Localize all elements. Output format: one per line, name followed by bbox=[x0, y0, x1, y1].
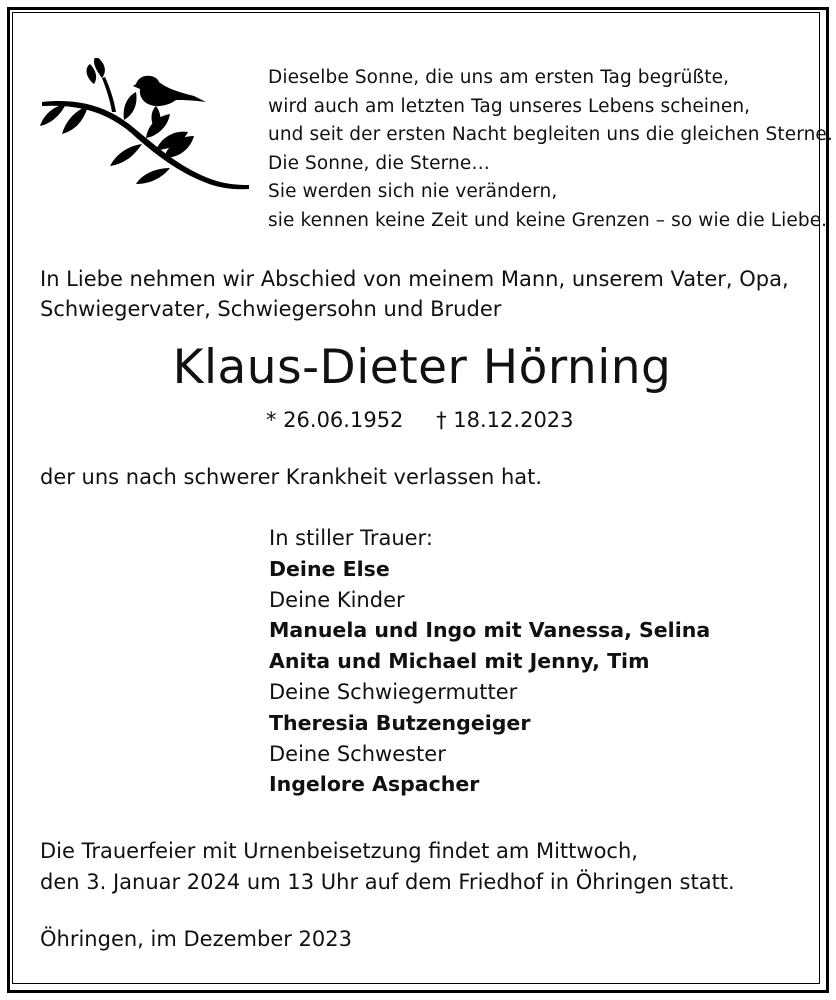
poem-line: sie kennen keine Zeit und keine Grenzen – so wie die Liebe. bbox=[268, 209, 828, 231]
deceased-name: Klaus-Dieter Hörning bbox=[172, 340, 672, 395]
poem-line: wird auch am letzten Tag unseres Lebens scheinen, bbox=[268, 95, 751, 117]
mourner-line: Anita und Michael mit Jenny, Tim bbox=[269, 649, 650, 674]
mourner-line: Theresia Butzengeiger bbox=[269, 710, 531, 735]
ceremony-line: den 3. Januar 2024 um 13 Uhr auf dem Friedhof in Öhringen statt. bbox=[40, 869, 735, 894]
mourners-list bbox=[269, 523, 789, 800]
circumstance-text: der uns nach schwerer Krankheit verlassen hat. bbox=[40, 465, 543, 489]
place-and-date: Öhringen, im Dezember 2023 bbox=[40, 927, 352, 951]
poem-line: und seit der ersten Nacht begleiten uns die gleichen Sterne. bbox=[268, 124, 833, 146]
death-date: † 18.12.2023 bbox=[436, 408, 574, 432]
life-dates bbox=[266, 405, 686, 435]
poem-line: Sie werden sich nie verändern, bbox=[268, 181, 558, 203]
mourner-line: Deine Schwester bbox=[269, 741, 446, 766]
mourner-line: Ingelore Aspacher bbox=[269, 772, 480, 797]
mourner-line: Deine Schwiegermutter bbox=[269, 679, 518, 704]
mourner-line: Deine Kinder bbox=[269, 587, 405, 612]
mourners-heading: In stiller Trauer: bbox=[269, 526, 433, 550]
poem-line: Dieselbe Sonne, die uns am ersten Tag begrüßte, bbox=[268, 67, 730, 88]
ceremony-text bbox=[40, 836, 810, 897]
intro-line: In Liebe nehmen wir Abschied von meinem Mann, unserem Vater, Opa, bbox=[40, 267, 789, 291]
poem-line: Die Sonne, die Sterne… bbox=[268, 152, 490, 174]
mourner-line: Manuela und Ingo mit Vanessa, Selina bbox=[269, 618, 711, 643]
intro-text bbox=[40, 264, 800, 324]
mourner-line: Deine Else bbox=[269, 556, 390, 581]
intro-line: Schwiegervater, Schwiegersohn und Bruder bbox=[40, 297, 502, 321]
ceremony-line: Die Trauerfeier mit Urnenbeisetzung findet am Mittwoch, bbox=[40, 839, 638, 863]
bird-on-branch-icon bbox=[38, 58, 253, 198]
poem bbox=[268, 64, 833, 236]
birth-date: * 26.06.1952 bbox=[266, 408, 404, 432]
